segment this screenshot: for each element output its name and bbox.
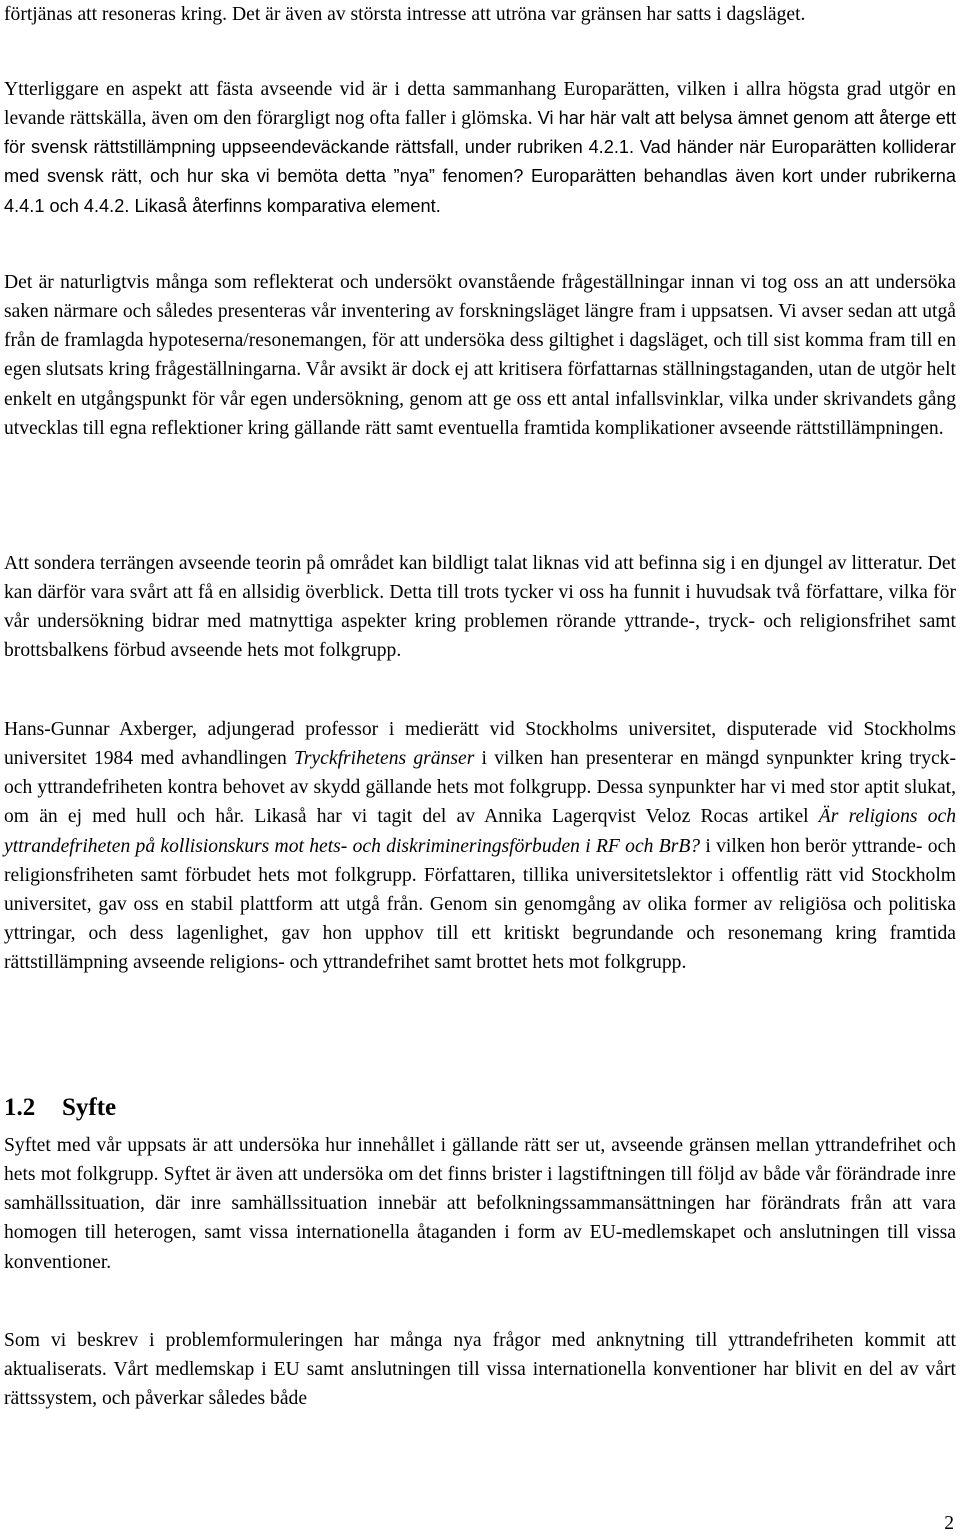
page-number: 2 (944, 1513, 954, 1534)
paragraph-continuation: förtjänas att resoneras kring. Det är även av största intresse att utröna var gränsen har satts i dagsläget. (4, 4, 806, 25)
paragraph-forfattare-synpunkter: i vilken han presenterar en mängd synpunkter kring tryck- och yttrandefriheten kontra behovet av skydd gällande hets mot folkgrupp. Dessa synpunkter har vi med stor aptit slukat, om än ej med hull och hår. Likaså har vi tagit del av Annika Lagerqvist Veloz Rocas artikel (4, 748, 957, 828)
paragraph-forfattare (4, 715, 956, 977)
paragraph-europarattsaspekt-intro: Ytterliggare en aspekt att fästa avseende vid är i detta sammanhang Europarätten, vilken i allra högsta grad utgör en levande rättskälla, även om den förargligt nog ofta faller i glömska. (4, 79, 956, 130)
paragraph-forskningslaget: Det är naturligtvis många som reflekterat och undersökt ovanstående frågeställningar innan vi tog oss an att undersöka saken närmare och således presenteras vår inventering av forskningsläget längre fram i uppsatsen. Vi avser sedan att utgå från de framlagda hypoteserna/resonemangen, för att undersöka dess giltighet i dagsläget, och till sist komma fram till en egen slutsats kring frågeställningarna. Vår avsikt är dock ej att kritisera författarnas ställningstaganden, utan de utgör helt enkelt en utgångspunkt för vår egen undersökning, genom att ge oss ett antal infallsvinklar, vilka under skrivandets gång utvecklas till egna reflektioner kring gällande rätt samt eventuella framtida komplikationer avseende rättstillämpningen. (4, 272, 956, 439)
article-title-lagerqvist: Är religions och yttrandefriheten på kollisionskurs mot hets- och diskrimineringsförbuden i RF och BrB? (4, 806, 956, 857)
section-title: Syfte (62, 1094, 117, 1121)
paragraph-europarattsaspekt-rattsfall: Vi har här valt att belysa ämnet genom att återge ett för svensk rättstillämpning uppseendeväckande rättsfall, under rubriken 4.2.1. (4, 108, 956, 158)
paragraph-syfte: Syftet med vår uppsats är att undersöka hur innehållet i gällande rätt ser ut, avseende gränsen mellan yttrandefrihet och hets mot folkgrupp. Syftet är även att undersöka om det finns brister i lagstiftningen till följd av både vår förändrade inre samhällssituation, där inre samhällssituation innebär att befolkningssammansättningen har förändrats från att vara homogen till heterogen, samt vissa internationella åtaganden i form av EU-medlemskapet och anslutningen till vissa konventioner. (4, 1135, 956, 1273)
paragraph-europarattsaspekt-fragor: Vad händer när Europarätten kolliderar med svensk rätt, och hur ska vi bemöta detta ”nya” fenomen? Europarätten behandlas även kort under rubrikerna 4.4.1 och 4.4.2. Likaså återfinns komparativa element. (4, 137, 956, 216)
paragraph-forfattare-lagerqvist: i vilken hon berör yttrande- och religionsfriheten samt förbudet hets mot folkgrupp. Författaren, tillika universitetslektor i offentlig rätt vid Stockholm universitet, gav oss en stabil plattform att utgå från. Genom sin genomgång av olika former av religiösa och politiska yttringar, och dess lagenlighet, gav hon upphov till ett kritiskt begrundande och resonemang kring framtida rättstillämpning avseende religions- och yttrandefrihet samt brottet hets mot folkgrupp. (4, 835, 956, 974)
paragraph-teori: Att sondera terrängen avseende teorin på området kan bildligt talat liknas vid att befinna sig i en djungel av litteratur. Det kan därför vara svårt att få en allsidig överblick. Detta till trots tycker vi oss ha funnit i huvudsak två författare, vilka för vår undersökning bidrar med matnyttiga aspekter kring problemen rörande yttrande-, tryck- och religionsfrihet samt brottsbalkens förbud avseende hets mot folkgrupp. (4, 553, 956, 662)
section-heading-syfte (4, 1091, 116, 1125)
paragraph-europarattsaspekt (4, 75, 956, 221)
book-title-tryckfrihetens-granser: Tryckfrihetens gränser (294, 748, 475, 770)
paragraph-forfattare-axberger: Hans-Gunnar Axberger, adjungerad professor i medierätt vid Stockholms universitet, disputerade vid Stockholms universitet 1984 med avhandlingen (4, 719, 956, 770)
section-number: 1.2 (4, 1094, 36, 1121)
paragraph-problemformulering: Som vi beskrev i problemformuleringen har många nya frågor med anknytning till yttrandefriheten kommit att aktualiserats. Vårt medlemskap i EU samt anslutningen till vissa internationella konventioner har blivit en del av vårt rättssystem, och påverkar således både (4, 1330, 956, 1410)
